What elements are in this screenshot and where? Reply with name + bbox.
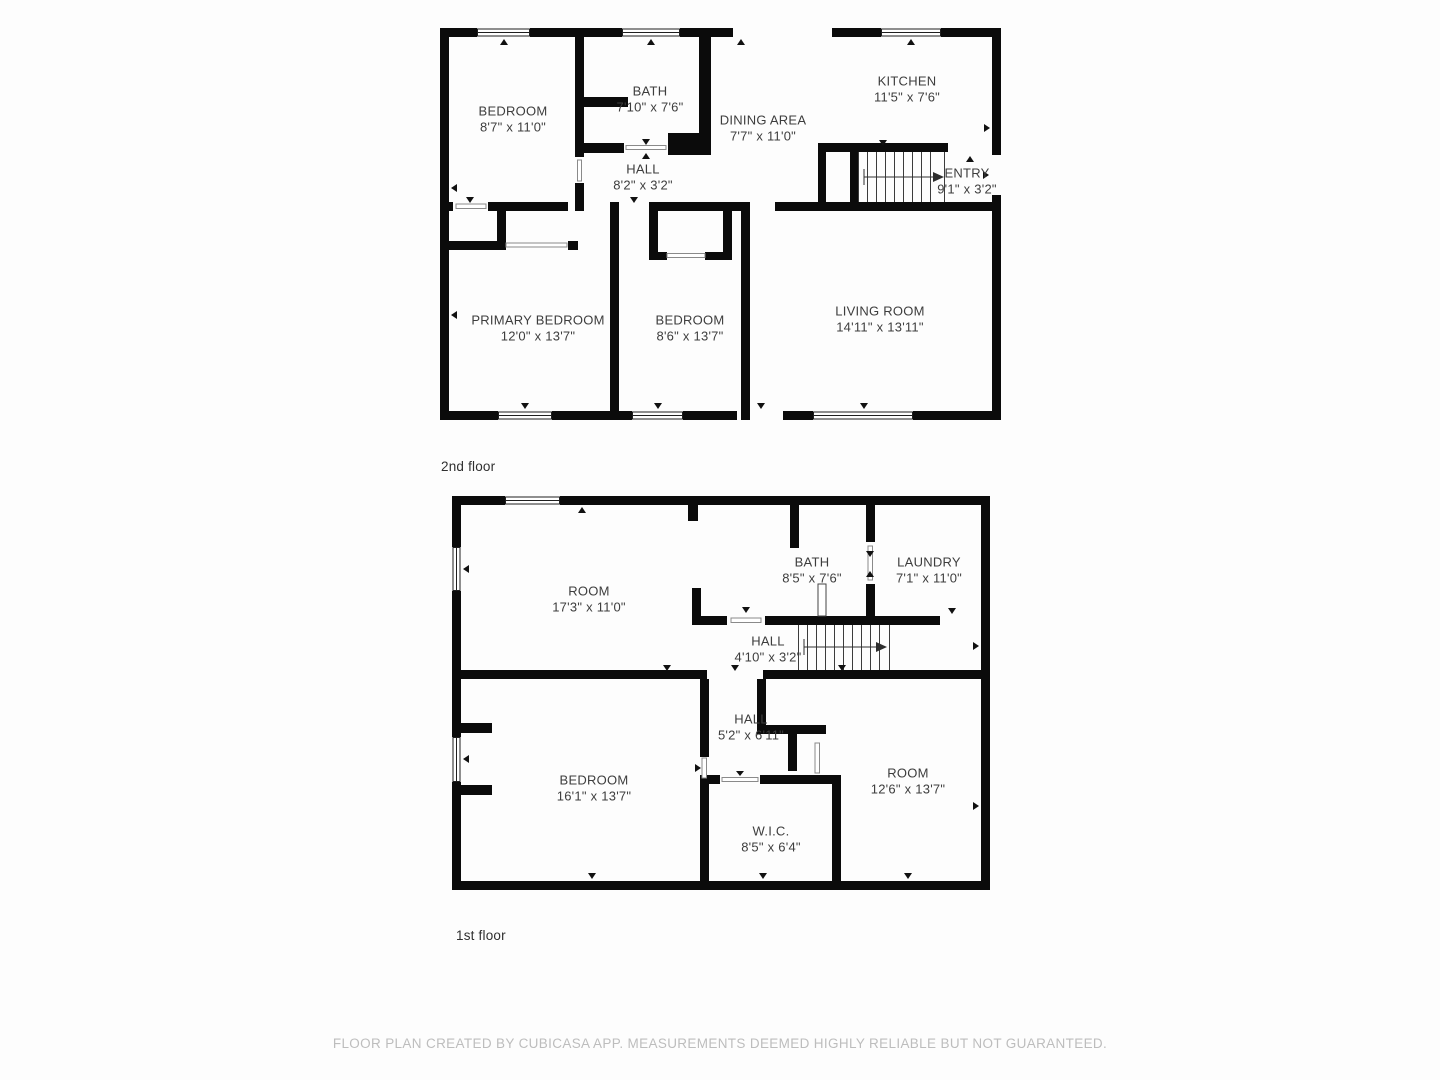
room-label [741, 824, 801, 855]
room-dimensions: 14'11" x 13'11" [836, 319, 924, 334]
footer-disclaimer: FLOOR PLAN CREATED BY CUBICASA APP. MEASUREMENTS DEEMED HIGHLY RELIABLE BUT NOT GUARANTEED. [332, 1036, 1108, 1051]
room-label [720, 113, 807, 144]
room-label [552, 584, 626, 615]
room-label [718, 712, 784, 743]
floor-title-2nd: 2nd floor [441, 459, 496, 474]
room-label [471, 313, 604, 344]
room-label [871, 766, 946, 797]
room-name: BEDROOM [655, 312, 725, 328]
room-dimensions: 16'1" x 13'7" [556, 788, 632, 803]
floor-plan-2nd [440, 28, 1001, 420]
room-name: LIVING ROOM [835, 303, 925, 319]
room-dimensions: 4'10" x 3'2" [734, 649, 802, 664]
room-label [937, 166, 997, 197]
room-dimensions: 12'6" x 13'7" [870, 781, 946, 796]
room-name: BEDROOM [559, 772, 629, 788]
room-labels-2nd [440, 28, 1001, 420]
room-name: LAUNDRY [897, 554, 961, 570]
room-name: HALL [751, 633, 785, 649]
room-dimensions: 17'3" x 11'0" [552, 599, 626, 614]
room-name: ENTRY [944, 165, 990, 181]
room-labels-1st [452, 496, 990, 890]
room-name: KITCHEN [877, 73, 937, 89]
room-dimensions: 9'1" x 3'2" [937, 181, 997, 196]
room-label [656, 313, 725, 344]
room-dimensions: 7'1" x 11'0" [895, 570, 963, 585]
room-dimensions: 7'10" x 7'6" [616, 99, 684, 114]
room-dimensions: 8'2" x 3'2" [613, 177, 673, 192]
room-name: ROOM [887, 765, 929, 781]
room-name: W.I.C. [752, 823, 790, 839]
room-name: HALL [734, 711, 768, 727]
room-dimensions: 8'7" x 11'0" [479, 119, 547, 134]
room-dimensions: 11'5" x 7'6" [873, 89, 941, 104]
floor-plan-1st [452, 496, 990, 890]
room-label [616, 84, 683, 115]
room-name: ROOM [568, 583, 610, 599]
room-dimensions: 8'5" x 6'4" [741, 839, 801, 854]
room-dimensions: 8'5" x 7'6" [782, 570, 842, 585]
room-label [613, 162, 673, 193]
room-name: HALL [626, 161, 660, 177]
room-label [557, 773, 632, 804]
room-name: PRIMARY BEDROOM [471, 312, 605, 328]
room-dimensions: 7'7" x 11'0" [729, 128, 797, 143]
room-dimensions: 8'6" x 13'7" [656, 328, 724, 343]
room-label [782, 555, 842, 586]
room-label [734, 634, 801, 665]
room-label [479, 104, 548, 135]
room-name: DINING AREA [719, 112, 807, 128]
room-name: BATH [794, 554, 830, 570]
room-label [874, 74, 940, 105]
room-dimensions: 5'2" x 6'11" [717, 727, 785, 742]
room-name: BEDROOM [478, 103, 548, 119]
room-name: BATH [632, 83, 668, 99]
room-dimensions: 12'0" x 13'7" [500, 328, 576, 343]
room-label [896, 555, 962, 586]
room-label [835, 304, 924, 335]
floor-title-1st: 1st floor [456, 928, 506, 943]
